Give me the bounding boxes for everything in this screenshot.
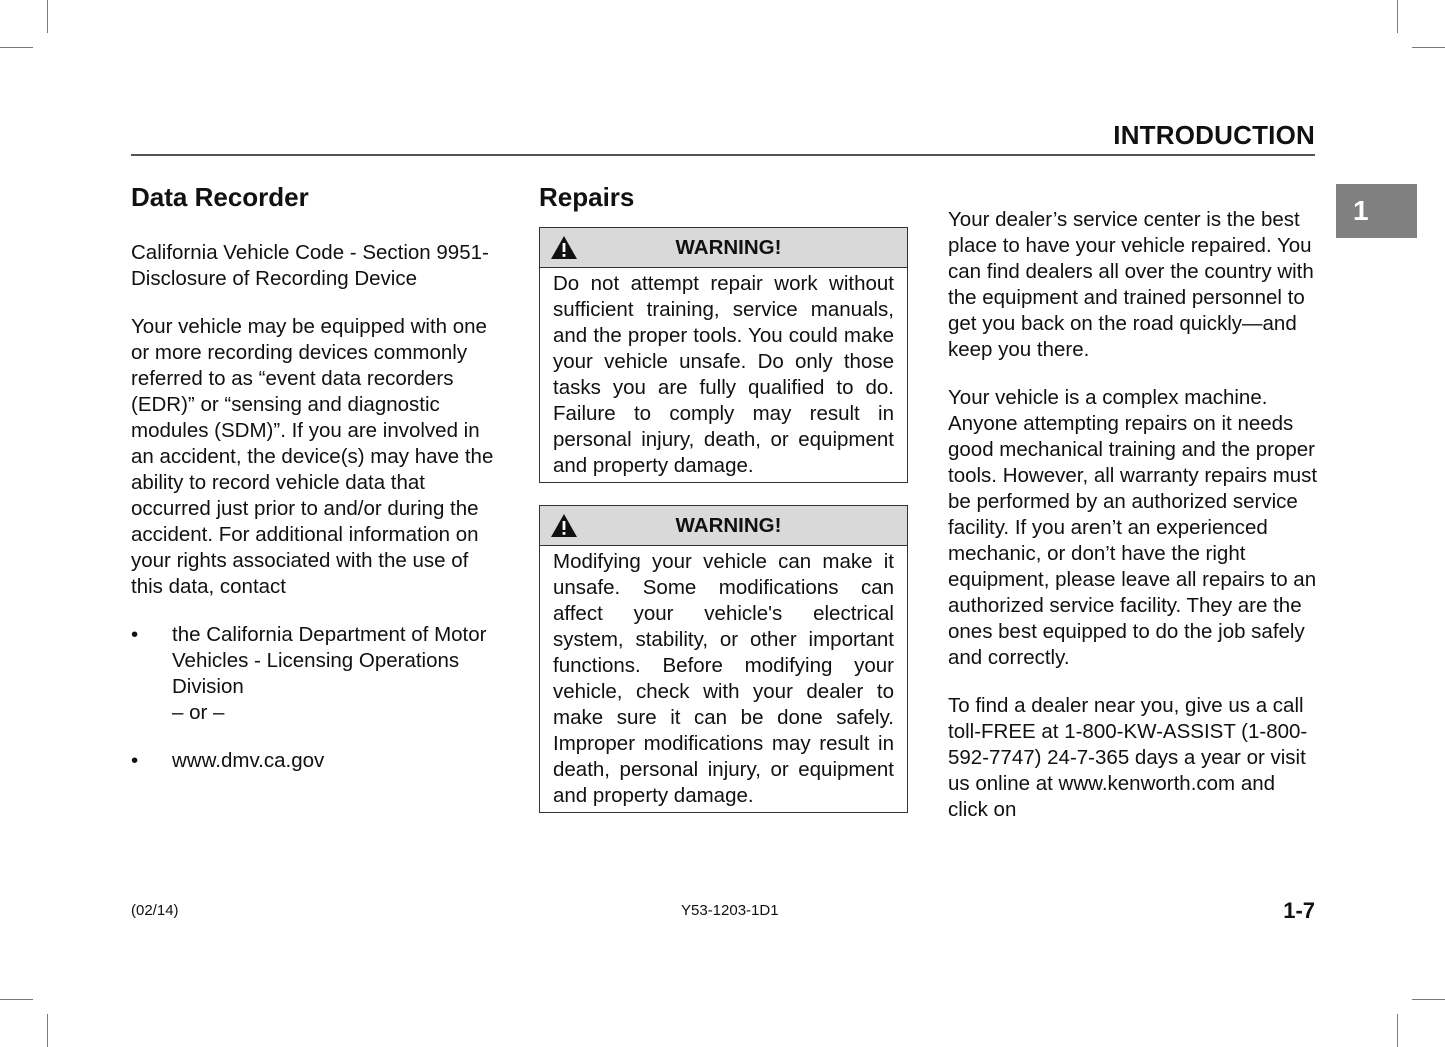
paragraph: Your vehicle is a complex machine. Anyone attempting repairs on it needs good mechanical training and the proper tools. However, all warranty repairs must be performed by an authorized service facility. If you aren’t an experienced mechanic, or don’t have the right equipment, please leave all repairs to an authorized service facility. They are the ones best equipped to do the job safely and correctly. (948, 386, 1318, 669)
heading-data-recorder: Data Recorder (131, 182, 309, 212)
crop-mark (47, 0, 48, 33)
warning-box (539, 505, 908, 813)
bullet-icon: • (131, 749, 139, 772)
paragraph: California Vehicle Code - Section 9951- Disclosure of Recording Device (131, 241, 489, 290)
header-rule (131, 154, 1315, 156)
warning-title: WARNING! (675, 513, 782, 537)
column-repairs (539, 180, 908, 835)
footer-date: (02/14) (131, 902, 179, 919)
section-title: INTRODUCTION (1113, 120, 1315, 150)
heading-repairs: Repairs (539, 182, 635, 212)
warning-header (540, 506, 907, 546)
crop-mark (0, 999, 33, 1000)
paragraph: Your vehicle may be equipped with one or more recording devices commonly referred to as “event data recorders (EDR)” or “sensing and diagnostic modules (SDM)”. If you are involved in an accident, the device(s) may have the ability to record vehicle data that occurred just prior to and/or during the accident. For additional information on your rights associated with the use of this data, contact (131, 315, 494, 598)
column-data-recorder (131, 180, 501, 796)
bullet-suffix: – or – (172, 701, 225, 724)
bullet-text: the California Department of Motor Vehicles - Licensing Operations Division (172, 623, 487, 698)
crop-mark (0, 47, 33, 48)
paragraph: To find a dealer near you, give us a call toll-FREE at 1-800-KW-ASSIST (1-800-592-7747) 24-7-365 days a year or visit us online at www.kenworth.com and click on (948, 694, 1308, 821)
crop-mark (1412, 999, 1445, 1000)
crop-mark (1397, 0, 1398, 33)
bullet-item (131, 748, 501, 774)
crop-mark (1397, 1014, 1398, 1047)
footer-doc-id: Y53-1203-1D1 (681, 902, 779, 919)
page-number: 1-7 (1283, 898, 1315, 923)
bullet-item (131, 622, 501, 726)
bullet-text-link[interactable]: www.dmv.ca.gov (172, 749, 325, 772)
warning-body: Do not attempt repair work without sufficient training, service manuals, and the proper tools. You could make your vehicle unsafe. Do only those tasks you are fully qualified to do. Failure to comply may result in personal injury, death, or equipment and property damage. (553, 272, 894, 477)
crop-mark (47, 1014, 48, 1047)
warning-triangle-icon (550, 235, 578, 260)
warning-box (539, 227, 908, 483)
crop-mark (1412, 47, 1445, 48)
bullet-icon: • (131, 623, 139, 646)
column-dealer-service (948, 207, 1318, 845)
warning-header (540, 228, 907, 268)
chapter-tab: 1 (1336, 184, 1417, 238)
paragraph: Your dealer’s service center is the best place to have your vehicle repaired. You can find dealers all over the country with the equipment and trained personnel to get you back on the road quickly—and keep you there. (948, 208, 1314, 361)
warning-body: Modifying your vehicle can make it unsafe. Some modifications can affect your vehicle's electrical system, stability, or other important functions. Before modifying your vehicle, check with your dealer to make sure it can be done safely. Improper modifications may result in death, personal injury, or equipment and property damage. (553, 550, 894, 807)
warning-triangle-icon (550, 513, 578, 538)
warning-title: WARNING! (675, 235, 782, 259)
